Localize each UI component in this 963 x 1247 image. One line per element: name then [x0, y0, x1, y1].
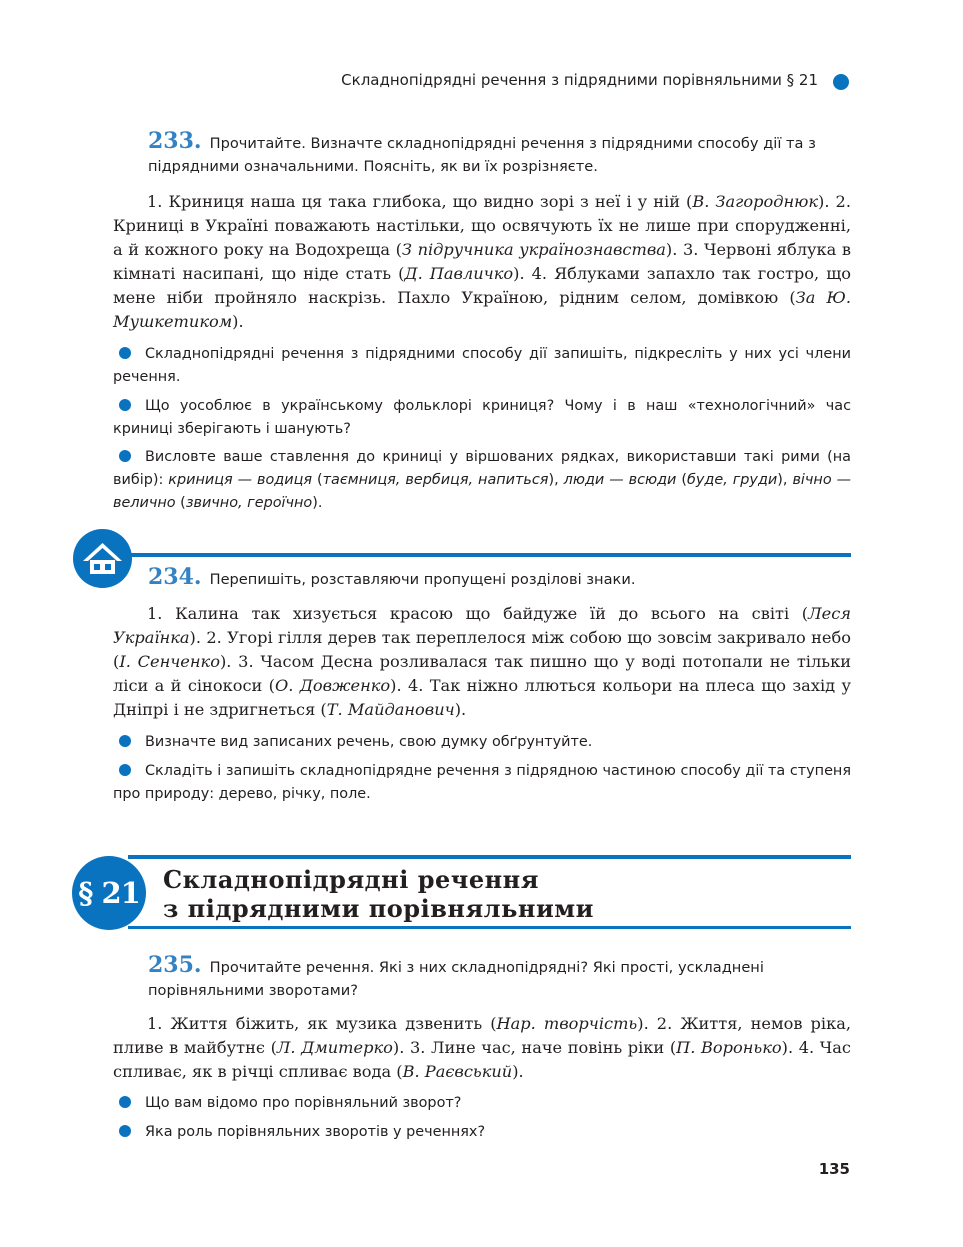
bullet-icon — [119, 399, 131, 411]
exercise-234-task — [148, 566, 851, 591]
exercise-235-bullet-1: Що вам відомо про порівняльний зворот? — [113, 1092, 851, 1115]
bullet-icon — [119, 1096, 131, 1108]
exercise-233-text: 1. Криниця наша ця така глибока, що видно зорі з неї і у ній (В. Загороднюк). 2. Криниці в Україні поважають настільки, що освячують їх не лише при спорудженні, а й кожного року на Водохреща (З підручника українознавства). 3. Червоні яблука в кімнаті насипані, що ніде стать (Д. Павличко). 4. Яблуками запахло так гостро, що мене ніби пройняло наскрізь. Пахло Україною, рідним селом, домівкою (За Ю. Мушкетиком). — [113, 192, 851, 331]
home-icon — [73, 529, 132, 588]
bullet-icon — [119, 764, 131, 776]
exercise-233-bullet-2: Що уособлює в українському фольклорі криниця? Чому і в наш «технологічний» час криниці зберігають і шанують? — [113, 398, 851, 437]
task-text: Прочитайте речення. Які з них складнопідрядні? Які прості, ускладнені порівняльними зворотами? — [148, 959, 764, 999]
exercise-234-text: 1. Калина так хизується красою що байдуже їй до всього на світі (Леся Українка). 2. Угорі гілля дерев так переплелося між собою що зовсім закривало небо (І. Сенченко). 3. Часом Десна розливалася так пишно що у воді потопали не тільки ліси а й сінокоси (О. Довженко). 4. Так ніжно ллються кольори на плеса що захід у Дніпрі і не здригнеться (Т. Майданович). — [113, 604, 851, 719]
exercise-233-bullet-1: Складнопідрядні речення з підрядними способу дії запишіть, підкресліть у них усі члени речення. — [113, 346, 851, 385]
exercise-number: 233. — [148, 128, 202, 154]
section-rule-bottom — [128, 926, 851, 929]
running-header: Складнопідрядні речення з підрядними порівняльними § 21 — [341, 71, 818, 89]
exercise-234-bullet-2: Складіть і запишіть складнопідрядне речення з підрядною частиною способу дії та ступеня про природу: дерево, річку, поле. — [113, 763, 851, 802]
bullet-icon — [119, 735, 131, 747]
exercise-235-bullet-2: Яка роль порівняльних зворотів у реченнях? — [113, 1121, 851, 1144]
exercise-number: 235. — [148, 952, 202, 978]
exercise-233-task — [148, 130, 851, 178]
bullet-icon — [119, 1125, 131, 1137]
page-number: 135 — [818, 1160, 850, 1178]
section-number-badge: § 21 — [72, 856, 146, 930]
homework-divider — [125, 553, 851, 557]
task-text: Прочитайте. Визначте складнопідрядні речення з підрядними способу дії та з підрядними означальними. Поясніть, як ви їх розрізняєте. — [148, 135, 816, 175]
exercise-number: 234. — [148, 564, 202, 590]
section-title: Складнопідрядні речення з підрядними порівняльними — [163, 865, 594, 923]
task-text: Перепишіть, розставляючи пропущені розділові знаки. — [209, 571, 636, 588]
exercise-235-text: 1. Життя біжить, як музика дзвенить (Нар. творчість). 2. Життя, немов ріка, пливе в майбутнє (Л. Дмитерко). 3. Лине час, наче повінь ріки (П. Воронько). 4. Час спливає, як в річці спливає вода (В. Раєвський). — [113, 1014, 851, 1081]
exercise-234-bullet-1: Визначте вид записаних речень, свою думку обґрунтуйте. — [113, 731, 851, 754]
bullet-icon — [119, 347, 131, 359]
header-bullet-icon — [833, 74, 849, 90]
exercise-233-bullet-3: Висловте ваше ставлення до криниці у віршованих рядках, використавши такі рими (на вибір): криниця — водиця (таємниця, вербиця, напиться), люди — всюди (буде, груди), вічно — велично (звично, героїчно). — [113, 449, 851, 511]
section-rule-top — [128, 855, 851, 859]
exercise-235-task — [148, 954, 851, 1002]
bullet-icon — [119, 450, 131, 462]
